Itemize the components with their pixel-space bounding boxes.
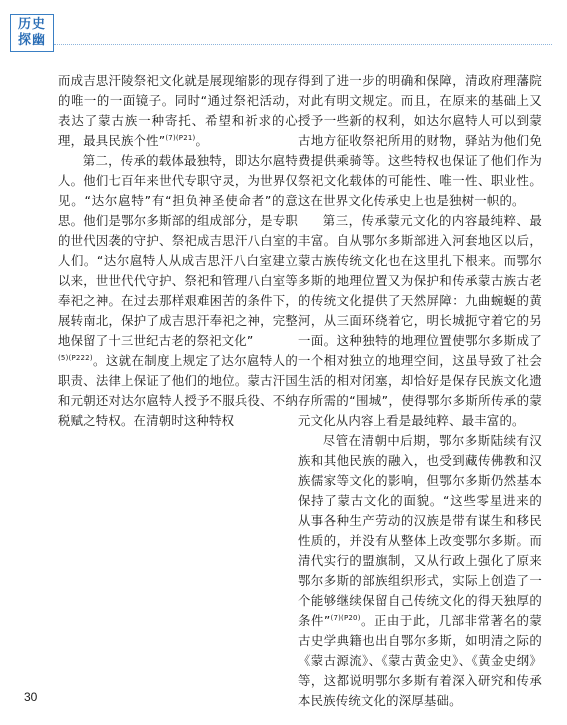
- paragraph-text: 第二，传承的载体最独特，即达尔扈特人。他们七百年来世代专职守灵，为世界仅见。“达尔扈特”有“担负神圣使命者”的意思。他们是鄂尔多斯部的组成部分，是专职的世代因袭的守护、祭祀成吉思汗八白室的人们。“达尔扈特人从成吉思汗八白室建立以来，世世代代守护、祭祀和管理八白室等奉祀之神。在过去那样艰难困苦的条件下，展转南北，保护了成吉思汗奉祀之神，完整地保留了十三世纪古老的祭祀文化”: [58, 153, 298, 348]
- citation-note: (7)(P21): [165, 133, 196, 142]
- citation-note: (5)(P222): [58, 353, 93, 362]
- paragraph-tail: 。这就在制度上规定了达尔扈特人的职责、法律上保证了他们的地位。蒙古汗国和元朝还对达尔扈特人授予不服兵役、不纳税赋之特权。在清朝时这种特权: [58, 353, 298, 428]
- paragraph-text: 而成吉思汗陵祭祀文化就是展现缩影的现存的唯一的一面镜子。同时“通过祭祀活动，表达了蒙古族一种寄托、希望和祈求的心理，最具民族个性”: [58, 73, 298, 148]
- left-text-column: [58, 71, 298, 431]
- paragraph-text: 第三，传承蒙元文化的内容最纯粹、最丰富。自从鄂尔多斯部进入河套地区以后，蒙古族传统文化也在这里扎下根来。而鄂尔多斯的地理位置又为保护和传承蒙古族古老的传统文化提供了天然屏障：九曲蜿蜒的黄河，从三面环绕着它，明长城扼守着它的另一面。这种独特的地理位置使鄂尔多斯成了一个相对独立的地理空间，这虽导致了社会生活的相对闭塞，却恰好是保存民族文化遗存所需的“围城”，使得鄂尔多斯所传承的蒙元文化从内容上看是最纯粹、最丰富的。: [298, 213, 542, 428]
- paragraph: [298, 431, 542, 711]
- paragraph: [58, 351, 298, 431]
- paragraph-tail: 。正由于此，几部非常著名的蒙古史学典籍也出自鄂尔多斯，如明清之际的《蒙古源流》、《蒙古黄金史》、《黄金史纲》等，这都说明鄂尔多斯有着深入研究和传承本民族传统文化的深厚基础。: [298, 613, 542, 708]
- paragraph: [298, 71, 542, 211]
- section-title-line2: 探幽: [17, 33, 46, 48]
- paragraph-tail: 。: [195, 133, 209, 148]
- page-number: 30: [24, 690, 38, 704]
- section-badge: [10, 14, 54, 52]
- paragraph-text: 尽管在清朝中后期，鄂尔多斯陆续有汉族和其他民族的融入，也受到藏传佛教和汉族儒家等文化的影响，但鄂尔多斯仍然基本保持了蒙古文化的面貌。“这些零星进来的从事各种生产劳动的汉族是带有谋生和移民性质的，并没有从整体上改变鄂尔多斯。而清代实行的盟旗制，又从行政上强化了原来鄂尔多斯的部族组织形式，实际上创造了一个能够继续保留自己传统文化的得天独厚的条件”: [298, 433, 542, 628]
- header-divider: [54, 44, 552, 45]
- page-header: [0, 0, 567, 58]
- paragraph: [298, 211, 542, 431]
- right-text-column: [298, 71, 542, 711]
- paragraph-text: 得到了进一步的明确和保障，清政府理藩院对此有明文规定。而且，在原来的基础上又授予一些新的权利，如达尔扈特人可以到蒙古地方征收祭祀所用的财物，驿站为他们免费提供乘骑等。这些特权也保证了他们作为祭祀文化载体的可能性、唯一性、职业性。这在世界文化传承史上也是独树一帜的。: [298, 73, 542, 208]
- citation-note: (7)(P20): [330, 613, 361, 622]
- section-title-line1: 历史: [17, 17, 46, 32]
- paragraph: [58, 151, 298, 351]
- paragraph: [58, 71, 298, 151]
